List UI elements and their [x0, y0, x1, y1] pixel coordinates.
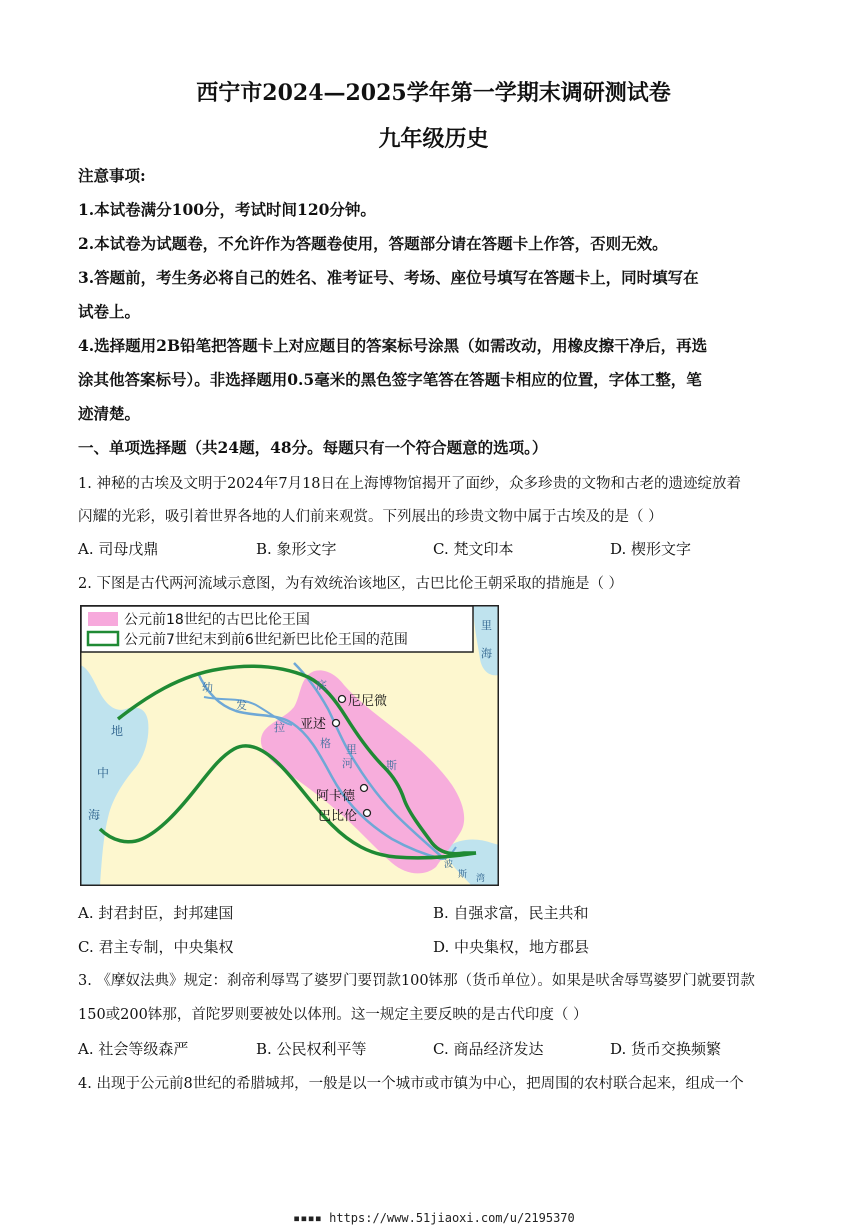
mesopotamia-map: [80, 605, 499, 886]
river-label: 拉: [274, 721, 285, 734]
q1-stem-line2: 闪耀的光彩，吸引着世界各地的人们前来观赏。下列展出的珍贵文物中属于古埃及的是（ ）: [78, 509, 663, 525]
sea-label: 里: [481, 619, 492, 632]
river-label: 格: [320, 737, 331, 750]
city-label-akkad: 阿卡德: [316, 789, 356, 804]
river-label: 底: [316, 679, 327, 692]
sea-label: 海: [88, 808, 101, 822]
notice-item: 1.本试卷满分100分，考试时间120分钟。: [78, 200, 376, 219]
page-footer-url[interactable]: ▪▪▪▪ https://www.51jiaoxi.com/u/2195370: [293, 1211, 575, 1225]
q4-stem-line1: 4. 出现于公元前8世纪的希腊城邦，一般是以一个城市或市镇为中心，把周围的农村联合起来，组成一个: [78, 1076, 744, 1092]
legend-new-label: 公元前7世纪末到前6世纪新巴比伦王国的范围: [124, 632, 408, 648]
notice-item: 4.选择题用2B铅笔把答题卡上对应题目的答案标号涂黑（如需改动，用橡皮擦干净后，再选: [78, 336, 708, 355]
sea-label: 中: [97, 766, 110, 780]
river-label: 斯: [386, 759, 397, 772]
notice-item: 试卷上。: [78, 302, 141, 321]
q2-option-c[interactable]: C. 君主专制，中央集权: [78, 938, 234, 956]
q3-option-a[interactable]: A. 社会等级森严: [78, 1040, 189, 1058]
legend-old-label: 公元前18世纪的古巴比伦王国: [124, 612, 310, 628]
q1-option-d[interactable]: D. 楔形文字: [610, 540, 692, 558]
city-marker-babylon: [364, 810, 371, 817]
city-marker-nineveh: [339, 696, 346, 703]
q2-option-d[interactable]: D. 中央集权，地方郡县: [433, 938, 590, 956]
q1-option-c[interactable]: C. 梵文印本: [433, 540, 514, 558]
q3-option-d[interactable]: D. 货币交换频繁: [610, 1040, 722, 1058]
gulf-label: 斯: [458, 870, 468, 880]
sea-label: 海: [481, 647, 492, 660]
q1-option-a[interactable]: A. 司母戊鼎: [78, 540, 159, 558]
notice-item: 2.本试卷为试题卷，不允许作为答题卷使用，答题部分请在答题卡上作答，否则无效。: [78, 234, 668, 253]
section-heading: 一、单项选择题（共24题，48分。每题只有一个符合题意的选项。）: [78, 438, 548, 457]
q2-option-a[interactable]: A. 封君封臣，封邦建国: [78, 904, 234, 922]
q3-option-b[interactable]: B. 公民权利平等: [256, 1040, 367, 1058]
city-marker-assur: [333, 720, 340, 727]
q3-stem-line2: 150或200钵那，首陀罗则要被处以体刑。这一规定主要反映的是古代印度（ ）: [78, 1007, 588, 1023]
city-label-babylon: 巴比伦: [318, 809, 358, 824]
sea-label: 地: [111, 724, 124, 738]
river-label: 发: [236, 699, 247, 712]
gulf-label: 波: [444, 860, 454, 870]
legend-old-swatch: [88, 612, 118, 626]
river-label: 幼: [202, 681, 213, 694]
q3-stem-line1: 3. 《摩奴法典》规定：刹帝利辱骂了婆罗门要罚款100钵那（货币单位）。如果是吠舍辱骂婆罗门就要罚款: [78, 973, 755, 989]
city-label-nineveh: 尼尼微: [348, 694, 388, 709]
q1-stem-line1: 1. 神秘的古埃及文明于2024年7月18日在上海博物馆揭开了面纱，众多珍贵的文物和古老的遗迹绽放着: [78, 476, 742, 492]
q2-option-b[interactable]: B. 自强求富，民主共和: [433, 904, 589, 922]
notice-item: 迹清楚。: [78, 404, 141, 423]
city-label-assur: 亚述: [300, 717, 327, 732]
q3-option-c[interactable]: C. 商品经济发达: [433, 1040, 544, 1058]
notice-heading: 注意事项:: [78, 166, 146, 185]
notice-item: 涂其他答案标号）。非选择题用0.5毫米的黑色签字笔答在答题卡相应的位置，字体工整，笔: [78, 370, 702, 389]
q1-option-b[interactable]: B. 象形文字: [256, 540, 337, 558]
river-label: 河: [342, 757, 353, 770]
city-marker-akkad: [361, 785, 368, 792]
exam-subtitle: 九年级历史: [378, 126, 489, 152]
q2-stem: 2. 下图是古代两河流域示意图，为有效统治该地区，古巴比伦王朝采取的措施是（ ）: [78, 576, 624, 592]
exam-title: 西宁市2024—2025学年第一学期末调研测试卷: [196, 80, 671, 106]
river-label: 里: [346, 743, 357, 756]
notice-item: 3.答题前，考生务必将自己的姓名、准考证号、考场、座位号填写在答题卡上，同时填写在: [78, 268, 699, 287]
gulf-label: 湾: [476, 874, 486, 884]
